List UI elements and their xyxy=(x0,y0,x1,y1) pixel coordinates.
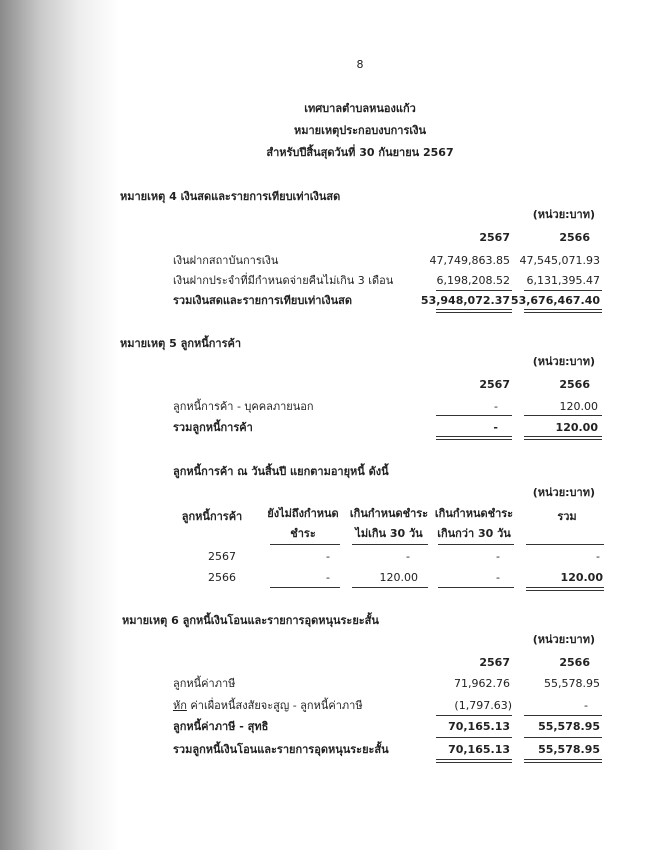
note6-row-value: - xyxy=(584,699,588,712)
note4-total-value: 53,676,467.40 xyxy=(510,294,600,307)
aging-unit: (หน่วย:บาท) xyxy=(532,486,595,499)
row-rule xyxy=(270,587,340,588)
aging-col-header: ยังไม่ถึงกำหนด xyxy=(267,507,339,520)
aging-heading: ลูกหนี้การค้า ณ วันสิ้นปี แยกตามอายุหนี้ ดังนี้ xyxy=(173,465,389,478)
row-rule xyxy=(438,587,514,588)
note5-total-label: รวมลูกหนี้การค้า xyxy=(173,421,253,434)
aging-col-header: ลูกหนี้การค้า xyxy=(181,510,243,523)
aging-col-header: เกินกำหนดชำระ xyxy=(434,507,514,520)
subtotal-rule xyxy=(524,290,602,291)
total-double-rule xyxy=(436,759,512,763)
total-double-rule xyxy=(524,436,602,440)
note5-unit: (หน่วย:บาท) xyxy=(532,355,595,368)
aging-cell: - xyxy=(326,550,330,563)
note6-unit: (หน่วย:บาท) xyxy=(532,633,595,646)
aging-col-header: ไม่เกิน 30 วัน xyxy=(355,527,423,540)
header-rule xyxy=(270,544,340,545)
note6-total-value: 55,578.95 xyxy=(538,743,600,756)
aging-col-header: รวม xyxy=(557,510,577,523)
period-line: สำหรับปีสิ้นสุดวันที่ 30 กันยายน 2567 xyxy=(266,146,454,159)
note4-col-2567: 2567 xyxy=(479,231,510,244)
aging-col-header: เกินกำหนดชำระ xyxy=(349,507,429,520)
total-double-rule xyxy=(436,436,512,440)
note6-row-value: 55,578.95 xyxy=(544,677,600,690)
note6-row-label: ลูกหนี้ค่าภาษี xyxy=(173,677,236,690)
note6-total-label: รวมลูกหนี้เงินโอนและรายการอุดหนุนระยะสั้น xyxy=(173,743,389,756)
subtotal-rule xyxy=(436,415,512,416)
note4-row-label: เงินฝากประจำที่มีกำหนดจ่ายคืนไม่เกิน 3 เดือน xyxy=(173,274,394,287)
note5-row-value: 120.00 xyxy=(559,400,598,413)
org-name: เทศบาลตำบลหนองแก้ว xyxy=(304,102,416,115)
note5-total-value: - xyxy=(493,421,498,434)
note6-total-value: 70,165.13 xyxy=(448,743,510,756)
note6-net-value: 55,578.95 xyxy=(538,720,600,733)
total-double-rule xyxy=(526,587,604,591)
note5-col-2567: 2567 xyxy=(479,378,510,391)
note5-col-2566: 2566 xyxy=(559,378,590,391)
aging-cell-total: 120.00 xyxy=(560,571,603,584)
aging-cell-total: - xyxy=(596,550,600,563)
aging-row-year: 2567 xyxy=(208,550,236,563)
note4-row-value: 6,131,395.47 xyxy=(526,274,600,287)
subtotal-rule xyxy=(436,290,512,291)
note4-total-label: รวมเงินสดและรายการเทียบเท่าเงินสด xyxy=(173,294,352,307)
note5-row-value: - xyxy=(494,400,498,413)
subtotal-rule xyxy=(436,737,512,738)
aging-cell: - xyxy=(406,550,410,563)
note6-net-value: 70,165.13 xyxy=(448,720,510,733)
aging-col-header: เกินกว่า 30 วัน xyxy=(437,527,511,540)
total-double-rule xyxy=(524,309,602,313)
note6-net-label: ลูกหนี้ค่าภาษี - สุทธิ xyxy=(173,720,269,733)
page-number: 8 xyxy=(356,58,364,71)
less-prefix: หัก xyxy=(173,699,187,712)
header-rule xyxy=(526,544,604,545)
note6-row-label: ค่าเผื่อหนี้สงสัยจะสูญ - ลูกหนี้ค่าภาษี xyxy=(186,699,363,712)
subtotal-rule xyxy=(436,715,512,716)
note4-row-value: 47,749,863.85 xyxy=(429,254,510,267)
aging-cell: - xyxy=(326,571,330,584)
header-rule xyxy=(438,544,514,545)
note6-row-value: (1,797.63) xyxy=(454,699,512,712)
aging-row-year: 2566 xyxy=(208,571,236,584)
subtotal-rule xyxy=(524,415,602,416)
document-title: หมายเหตุประกอบงบการเงิน xyxy=(293,124,427,137)
note5-total-value: 120.00 xyxy=(555,421,598,434)
row-rule xyxy=(352,587,428,588)
note4-row-value: 6,198,208.52 xyxy=(436,274,510,287)
total-double-rule xyxy=(436,309,512,313)
note6-heading: หมายเหตุ 6 ลูกหนี้เงินโอนและรายการอุดหนุนระยะสั้น xyxy=(122,614,379,627)
note6-row-value: 71,962.76 xyxy=(454,677,510,690)
note5-heading: หมายเหตุ 5 ลูกหนี้การค้า xyxy=(120,337,242,350)
total-double-rule xyxy=(524,759,602,763)
note4-total-value: 53,948,072.37 xyxy=(420,294,510,307)
note6-col-2566: 2566 xyxy=(559,656,590,669)
subtotal-rule xyxy=(524,737,602,738)
subtotal-rule xyxy=(524,715,602,716)
aging-cell: - xyxy=(496,571,500,584)
note4-unit: (หน่วย:บาท) xyxy=(532,208,595,221)
note4-heading: หมายเหตุ 4 เงินสดและรายการเทียบเท่าเงินสด xyxy=(120,190,341,203)
note4-row-label: เงินฝากสถาบันการเงิน xyxy=(173,254,279,267)
note5-row-label: ลูกหนี้การค้า - บุคคลภายนอก xyxy=(173,400,314,413)
aging-col-header: ชำระ xyxy=(290,527,316,540)
note6-less-row xyxy=(173,699,363,713)
note4-row-value: 47,545,071.93 xyxy=(519,254,600,267)
aging-cell: - xyxy=(496,550,500,563)
note6-col-2567: 2567 xyxy=(479,656,510,669)
aging-cell: 120.00 xyxy=(379,571,418,584)
header-rule xyxy=(352,544,428,545)
note4-col-2566: 2566 xyxy=(559,231,590,244)
